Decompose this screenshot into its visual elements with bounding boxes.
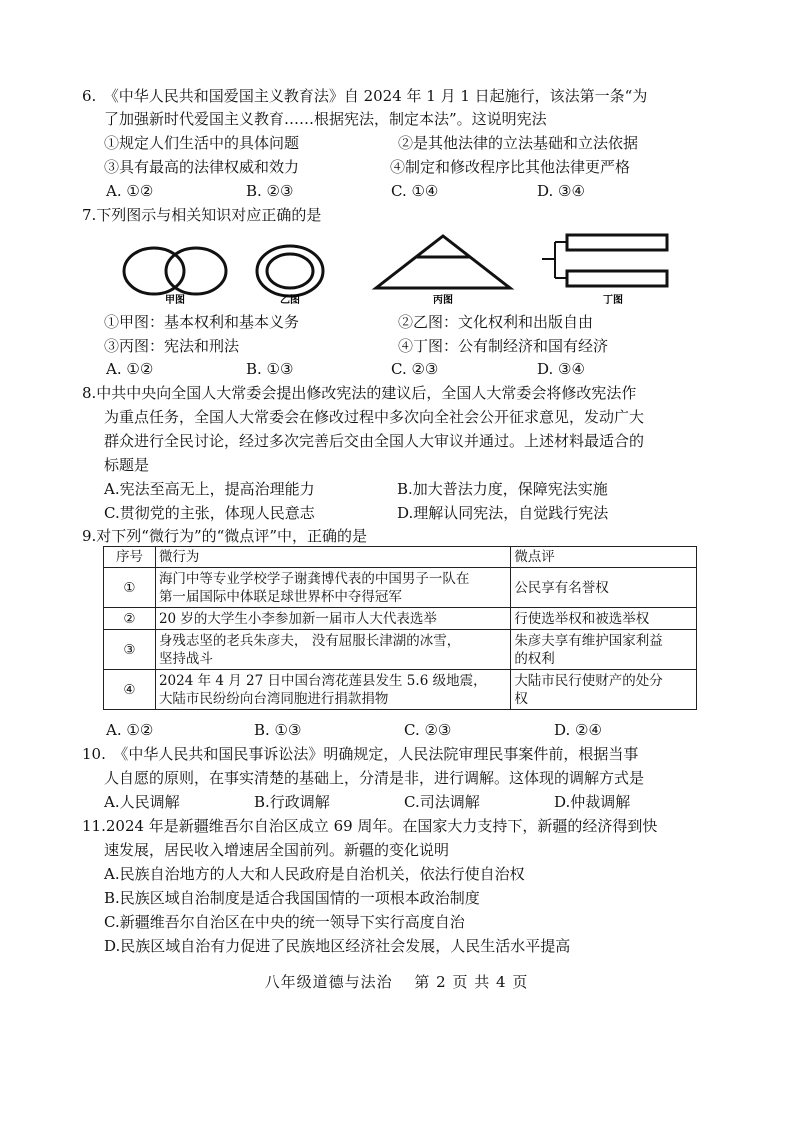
q9-option-a: A. ①② bbox=[106, 721, 154, 739]
header-comment: 微点评 bbox=[511, 547, 697, 568]
q7-statement-2: ②乙图：文化权利和出版自由 bbox=[398, 313, 594, 331]
q9-stem: 9.对下列“微行为”的“微点评”中，正确的是 bbox=[82, 527, 367, 545]
q7-option-a: A. ①② bbox=[106, 360, 154, 378]
row-behavior-line: 20 岁的大学生小李参加新一届市人大代表选举 bbox=[158, 610, 437, 627]
row-behavior bbox=[155, 670, 510, 710]
table-row bbox=[104, 568, 697, 608]
q11-stem-line2: 速发展，居民收入增速居全国前列。新疆的变化说明 bbox=[104, 841, 450, 859]
q8-option-d: D.理解认同宪法，自觉践行宪法 bbox=[397, 504, 609, 522]
concentric-circles-figure bbox=[257, 246, 323, 296]
q8-option-a: A.宪法至高无上，提高治理能力 bbox=[104, 480, 315, 498]
fig-label-yi: 乙图 bbox=[280, 295, 300, 306]
header-behavior: 微行为 bbox=[155, 547, 510, 568]
q11-option-a: A.民族自治地方的人大和人民政府是自治机关，依法行使自治权 bbox=[104, 865, 525, 883]
row-comment bbox=[511, 630, 697, 670]
row-number: ③ bbox=[104, 630, 156, 670]
q8-stem-line2: 为重点任务，全国人大常委会在修改过程中多次向全社会公开征求意见，发动广大 bbox=[104, 408, 645, 426]
q6-option-d: D. ③④ bbox=[537, 182, 585, 200]
layered-triangle-figure bbox=[376, 236, 510, 288]
q10-stem-line2: 人自愿的原则，在事实清楚的基础上，分清是非，进行调解。这体现的调解方式是 bbox=[104, 769, 645, 787]
row-comment-line: 权 bbox=[514, 690, 528, 707]
bracket-boxes-figure bbox=[542, 235, 667, 286]
row-comment-line: 的权利 bbox=[514, 650, 555, 667]
q10-stem-line1: 10. 《中华人民共和国民事诉讼法》明确规定，人民法院审理民事案件前，根据当事 bbox=[82, 745, 639, 763]
row-number: ① bbox=[104, 568, 156, 608]
q6-option-b: B. ②③ bbox=[246, 182, 294, 200]
row-comment-line: 公民享有名誉权 bbox=[514, 579, 609, 596]
row-comment-line: 朱彦夫享有维护国家利益 bbox=[514, 632, 663, 649]
fig-label-bing: 丙图 bbox=[433, 295, 453, 306]
table-header-row bbox=[104, 547, 697, 568]
row-number: ② bbox=[104, 608, 156, 630]
row-behavior bbox=[155, 630, 510, 670]
row-comment bbox=[511, 608, 697, 630]
q11-option-b: B.民族区域自治制度是适合我国国情的一项根本政治制度 bbox=[104, 889, 480, 907]
q8-option-b: B.加大普法力度，保障宪法实施 bbox=[397, 480, 608, 498]
row-behavior-line: 2024 年 4 月 27 日中国台湾花莲县发生 5.6 级地震， bbox=[158, 672, 487, 689]
row-behavior-line: 海门中等专业学校学子谢龚博代表的中国男子一队在 bbox=[158, 570, 470, 587]
q8-stem-line3: 群众进行全民讨论，经过多次完善后交由全国人大审议并通过。上述材料最适合的 bbox=[104, 432, 645, 450]
q7-figures bbox=[110, 228, 680, 306]
q7-option-d: D. ③④ bbox=[537, 360, 585, 378]
q6-stem-line2: 了加强新时代爱国主义教育……根据宪法，制定本法”。这说明宪法 bbox=[104, 110, 547, 128]
row-number: ④ bbox=[104, 670, 156, 710]
venn-diagram-figure bbox=[124, 248, 226, 294]
q9-table bbox=[103, 546, 697, 710]
q10-option-b: B.行政调解 bbox=[254, 793, 330, 811]
row-comment bbox=[511, 568, 697, 608]
table-row bbox=[104, 630, 697, 670]
fig-label-ding: 丁图 bbox=[603, 295, 623, 306]
row-behavior bbox=[155, 568, 510, 608]
q8-option-c: C.贯彻党的主张，体现人民意志 bbox=[104, 504, 315, 522]
q8-stem-line4: 标题是 bbox=[104, 456, 150, 474]
q10-option-c: C.司法调解 bbox=[404, 793, 480, 811]
q10-option-d: D.仲裁调解 bbox=[554, 793, 631, 811]
q7-statement-3: ③丙图：宪法和刑法 bbox=[104, 337, 240, 355]
q6-statement-1: ①规定人们生活中的具体问题 bbox=[104, 134, 300, 152]
q10-option-a: A.人民调解 bbox=[104, 793, 180, 811]
row-behavior bbox=[155, 608, 510, 630]
header-number: 序号 bbox=[104, 547, 156, 568]
q6-option-a: A. ①② bbox=[106, 182, 154, 200]
fig-label-jia: 甲图 bbox=[165, 295, 185, 306]
q6-option-c: C. ①④ bbox=[391, 182, 439, 200]
row-comment bbox=[511, 670, 697, 710]
q11-option-c: C.新疆维吾尔自治区在中央的统一领导下实行高度自治 bbox=[104, 913, 465, 931]
q9-option-b: B. ①③ bbox=[254, 721, 302, 739]
row-behavior-line: 第一届国际中体联足球世界杯中夺得冠军 bbox=[158, 588, 402, 605]
q7-stem: 7.下列图示与相关知识对应正确的是 bbox=[82, 206, 322, 224]
table-row bbox=[104, 608, 697, 630]
page-footer: 八年级道德与法治 第 2 页 共 4 页 bbox=[264, 973, 529, 991]
q7-statement-1: ①甲图：基本权利和基本义务 bbox=[104, 313, 300, 331]
q7-option-b: B. ①③ bbox=[246, 360, 294, 378]
row-behavior-line: 身残志坚的老兵朱彦夫， 没有屈服长津湖的冰雪， bbox=[158, 632, 461, 649]
table-row bbox=[104, 670, 697, 710]
q9-option-c: C. ②③ bbox=[404, 721, 452, 739]
q7-option-c: C. ②③ bbox=[391, 360, 439, 378]
row-behavior-line: 大陆市民纷纷向台湾同胞进行捐款捐物 bbox=[158, 690, 389, 707]
q6-stem-line1: 6. 《中华人民共和国爱国主义教育法》自 2024 年 1 月 1 日起施行，该法第一条“为 bbox=[82, 87, 648, 105]
row-comment-line: 大陆市民行使财产的处分 bbox=[514, 672, 663, 689]
q11-stem-line1: 11.2024 年是新疆维吾尔自治区成立 69 周年。在国家大力支持下，新疆的经济得到快 bbox=[82, 817, 658, 835]
q6-statement-4: ④制定和修改程序比其他法律更严格 bbox=[390, 158, 631, 176]
q6-statement-2: ②是其他法律的立法基础和立法依据 bbox=[398, 134, 639, 152]
q11-option-d: D.民族区域自治有力促进了民族地区经济社会发展，人民生活水平提高 bbox=[104, 937, 571, 955]
q9-option-d: D. ②④ bbox=[554, 721, 602, 739]
q8-stem-line1: 8.中共中央向全国人大常委会提出修改宪法的建议后，全国人大常委会将修改宪法作 bbox=[82, 384, 637, 402]
row-behavior-line: 坚持战斗 bbox=[158, 650, 213, 667]
q6-statement-3: ③具有最高的法律权威和效力 bbox=[104, 158, 300, 176]
q7-statement-4: ④丁图：公有制经济和国有经济 bbox=[398, 337, 609, 355]
row-comment-line: 行使选举权和被选举权 bbox=[514, 610, 650, 627]
